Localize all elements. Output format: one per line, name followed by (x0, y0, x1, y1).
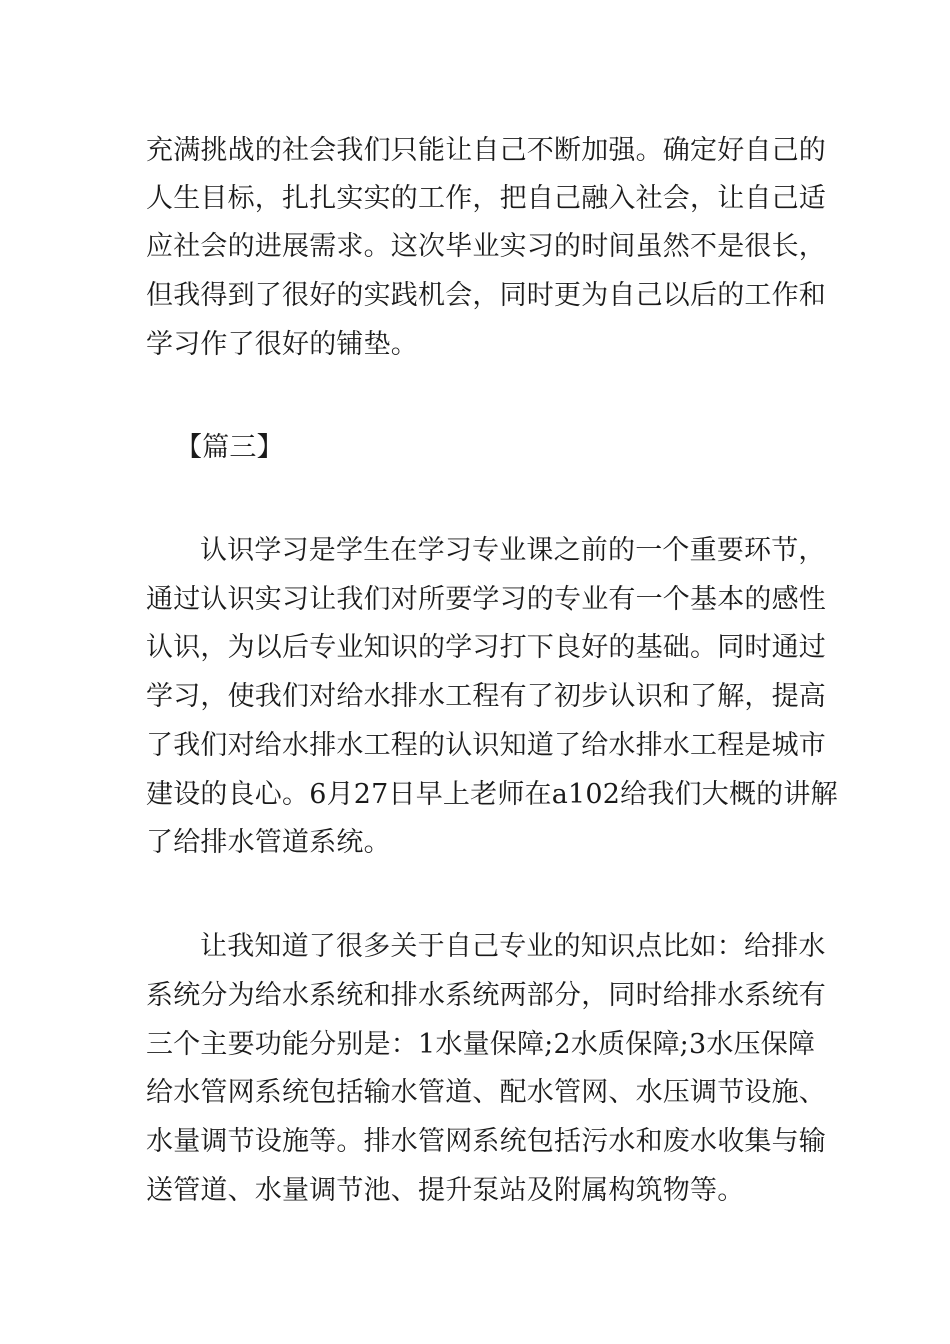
paragraph-1-line: 但我得到了很好的实践机会，同时更为自己以后的工作和 (146, 280, 826, 311)
paragraph-3-line: 水量调节设施等。排水管网系统包括污水和废水收集与输 (146, 1126, 826, 1157)
paragraph-2-line: 通过认识实习让我们对所要学习的专业有一个基本的感性 (146, 584, 826, 615)
section-heading: 【篇三】 (175, 432, 284, 463)
paragraph-1-line: 充满挑战的社会我们只能让自己不断加强。确定好自己的 (146, 135, 826, 166)
paragraph-1-line: 学习作了很好的铺垫。 (146, 329, 418, 360)
paragraph-3-line: 三个主要功能分别是：1水量保障;2水质保障;3水压保障 (146, 1029, 816, 1060)
paragraph-3-line: 给水管网系统包括输水管道、配水管网、水压调节设施、 (146, 1077, 826, 1108)
paragraph-2-line: 建设的良心。6月27日早上老师在a102给我们大概的讲解 (146, 779, 838, 810)
paragraph-3-line: 让我知道了很多关于自己专业的知识点比如：给排水 (200, 931, 826, 962)
paragraph-2-line: 认识，为以后专业知识的学习打下良好的基础。同时通过 (146, 632, 826, 663)
paragraph-3-line: 送管道、水量调节池、提升泵站及附属构筑物等。 (146, 1175, 745, 1206)
paragraph-2-line: 了给排水管道系统。 (146, 827, 391, 858)
paragraph-2-line: 认识学习是学生在学习专业课之前的一个重要环节， (200, 535, 826, 566)
paragraph-2-line: 了我们对给水排水工程的认识知道了给水排水工程是城市 (146, 730, 826, 761)
paragraph-3-line: 系统分为给水系统和排水系统两部分，同时给排水系统有 (146, 980, 826, 1011)
paragraph-2-line: 学习，使我们对给水排水工程有了初步认识和了解，提高 (146, 681, 826, 712)
paragraph-1-line: 人生目标，扎扎实实的工作，把自己融入社会，让自己适 (146, 183, 826, 214)
paragraph-1-line: 应社会的进展需求。这次毕业实习的时间虽然不是很长， (146, 231, 826, 262)
